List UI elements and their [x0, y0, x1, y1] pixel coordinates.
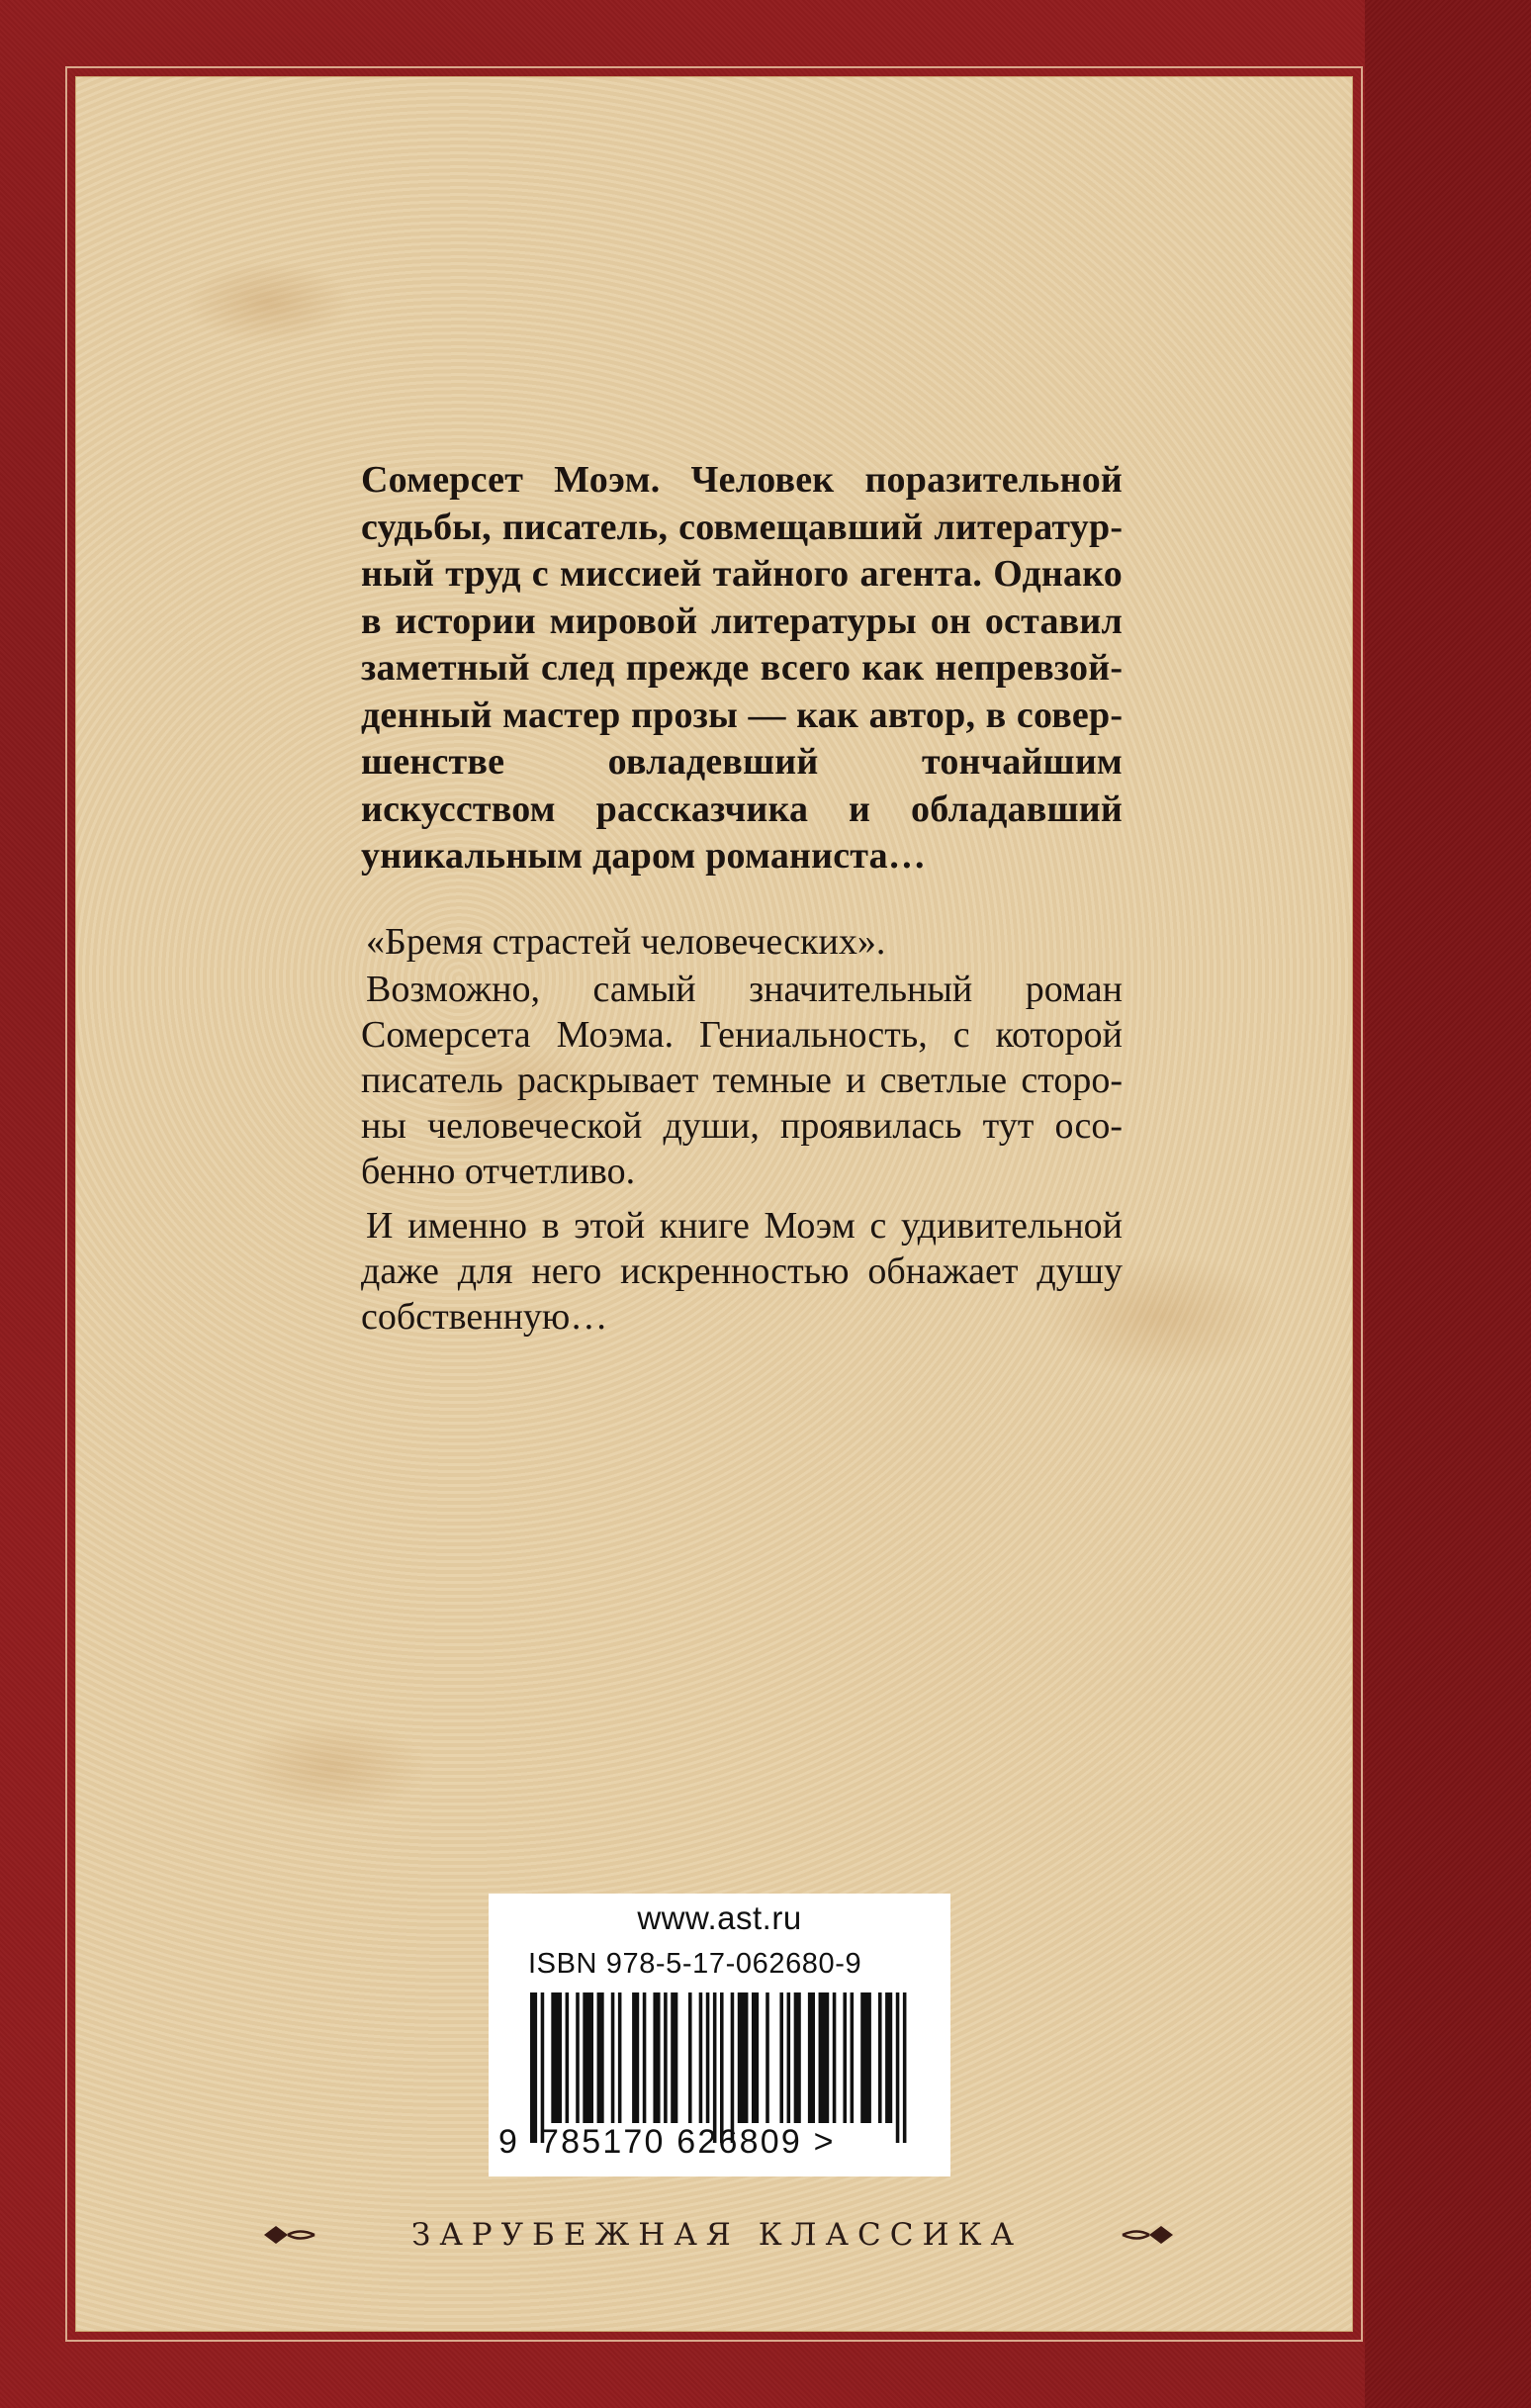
barcode-bar: [566, 1992, 570, 2123]
novel-description-text: Возможно, самый значительный роман Сомерсета Моэма. Гениальность, с которой писатель раскрывает темные и светлые стороны человеческой души, проявилась тут особенно отчетливо.: [361, 969, 1123, 1192]
series-title: ЗАРУБЕЖНАЯ КЛАССИКА: [411, 2217, 1023, 2253]
cover-spine-edge: [1365, 0, 1531, 2408]
barcode-bar: [597, 1992, 604, 2123]
author-description-text: Сомерсет Моэм. Человек поразительной судьбы, писатель, совмещавший литературный труд с миссией тайного агента. Однако в истории мировой литературы он оставил заметный след прежде всего как непревзойденный мастер прозы — как автор, в совершенстве овладевший тончайшим искусством рассказчика и обладавший уникальным даром романиста…: [361, 459, 1123, 877]
barcode-bar: [833, 1992, 837, 2123]
barcode-bar: [699, 1992, 703, 2123]
barcode-bar: [541, 1992, 545, 2143]
barcode-bar: [643, 1992, 647, 2123]
barcode-bar: [738, 1992, 749, 2123]
barcode-bar: [551, 1992, 562, 2123]
barcode-bars: [530, 1992, 910, 2143]
book-title-line: [361, 919, 1123, 965]
barcode-bar: [632, 1992, 639, 2123]
closing-paragraph: [361, 1203, 1123, 1340]
barcode-bar: [706, 1992, 710, 2123]
barcode-bar: [794, 1992, 801, 2123]
barcode-bar: [731, 1992, 735, 2143]
author-description: [361, 457, 1123, 880]
barcode-bar: [576, 1992, 580, 2123]
ornament-left-icon: [262, 2222, 316, 2248]
barcode-bar: [664, 1992, 668, 2123]
barcode-bar: [530, 1992, 537, 2143]
barcode-bar: [766, 1992, 769, 2123]
barcode-bar: [752, 1992, 759, 2123]
barcode-bar: [878, 1992, 882, 2123]
barcode-digits: 785170 626809 >: [540, 2123, 836, 2161]
barcode-bar: [720, 1992, 724, 2143]
barcode-bar: [903, 1992, 907, 2143]
series-banner: [262, 2210, 1172, 2260]
barcode-bar: [819, 1992, 830, 2123]
barcode-bar: [885, 1992, 892, 2123]
publisher-url: www.ast.ru: [637, 1899, 802, 1936]
ornament-right-icon: [1121, 2222, 1175, 2248]
isbn-text: ISBN 978-5-17-062680-9: [528, 1948, 862, 1980]
barcode-bar: [843, 1992, 847, 2123]
barcode-bar: [851, 1992, 855, 2123]
barcode-bar: [653, 1992, 660, 2123]
barcode-bar: [671, 1992, 677, 2123]
barcode-bar: [618, 1992, 622, 2123]
barcode-label: [489, 1894, 950, 2176]
barcode-bar: [688, 1992, 692, 2123]
barcode-bar: [713, 1992, 717, 2143]
book-title-text: «Бремя страстей человеческих».: [366, 921, 886, 963]
barcode-bar: [808, 1992, 815, 2123]
closing-paragraph-text: И именно в этой книге Моэм с удивительной даже для него искренностью обнажает душу собственную…: [361, 1205, 1123, 1338]
barcode-bar: [860, 1992, 871, 2123]
barcode-digit-first: 9: [498, 2123, 517, 2161]
barcode-bar: [787, 1992, 791, 2123]
novel-description: [361, 967, 1123, 1194]
barcode-bar: [896, 1992, 900, 2143]
barcode-bar: [583, 1992, 593, 2123]
barcode-bar: [779, 1992, 783, 2123]
barcode-bar: [611, 1992, 615, 2123]
